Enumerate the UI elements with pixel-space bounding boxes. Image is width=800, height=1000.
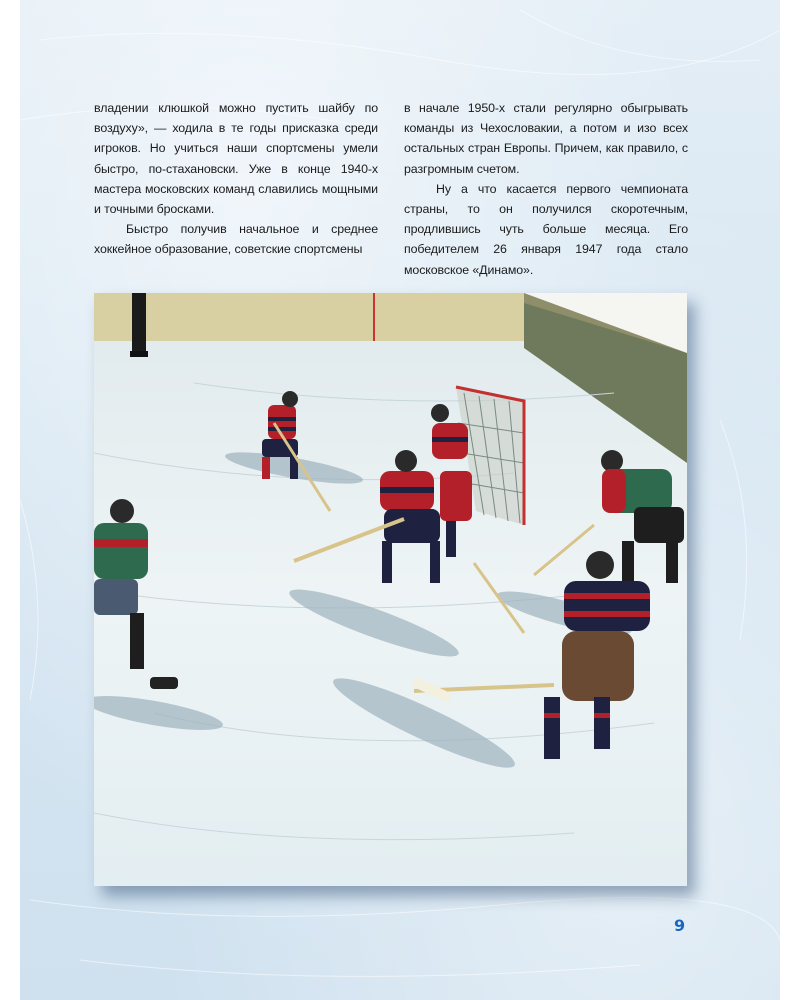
right-paragraph-1: в начале 1950-х стали регулярно обыгрывать команды из Чехословакии, а потом и изо всех остальных стран Европы. Причем, как правило, с разгромным счетом.: [404, 101, 688, 176]
left-paragraph-2: Быстро получив начальное и среднее хоккейное образование, советские спортсмены: [94, 222, 378, 257]
right-paragraph-2: Ну а что касается первого чемпионата страны, то он получился скоротечным, продлившись чуть больше месяца. Его победителем 26 января 1947 года стало московское «Динамо».: [404, 181, 688, 277]
hockey-photo: [94, 293, 687, 886]
text-column-left: [94, 98, 378, 260]
book-page: [20, 0, 780, 1000]
referee: [130, 293, 148, 357]
page-number: 9: [674, 916, 686, 935]
left-paragraph-1: владении клюшкой можно пустить шайбу по воздуху», — ходила в те годы присказка среди игроков. Но учиться наши спортсмены умели быстро, по-стахановски. Уже в конце 1940-х мастера московских команд славились мощными и точными бросками.: [94, 101, 378, 217]
rink-boards: [94, 293, 524, 341]
text-column-right: [404, 98, 688, 280]
